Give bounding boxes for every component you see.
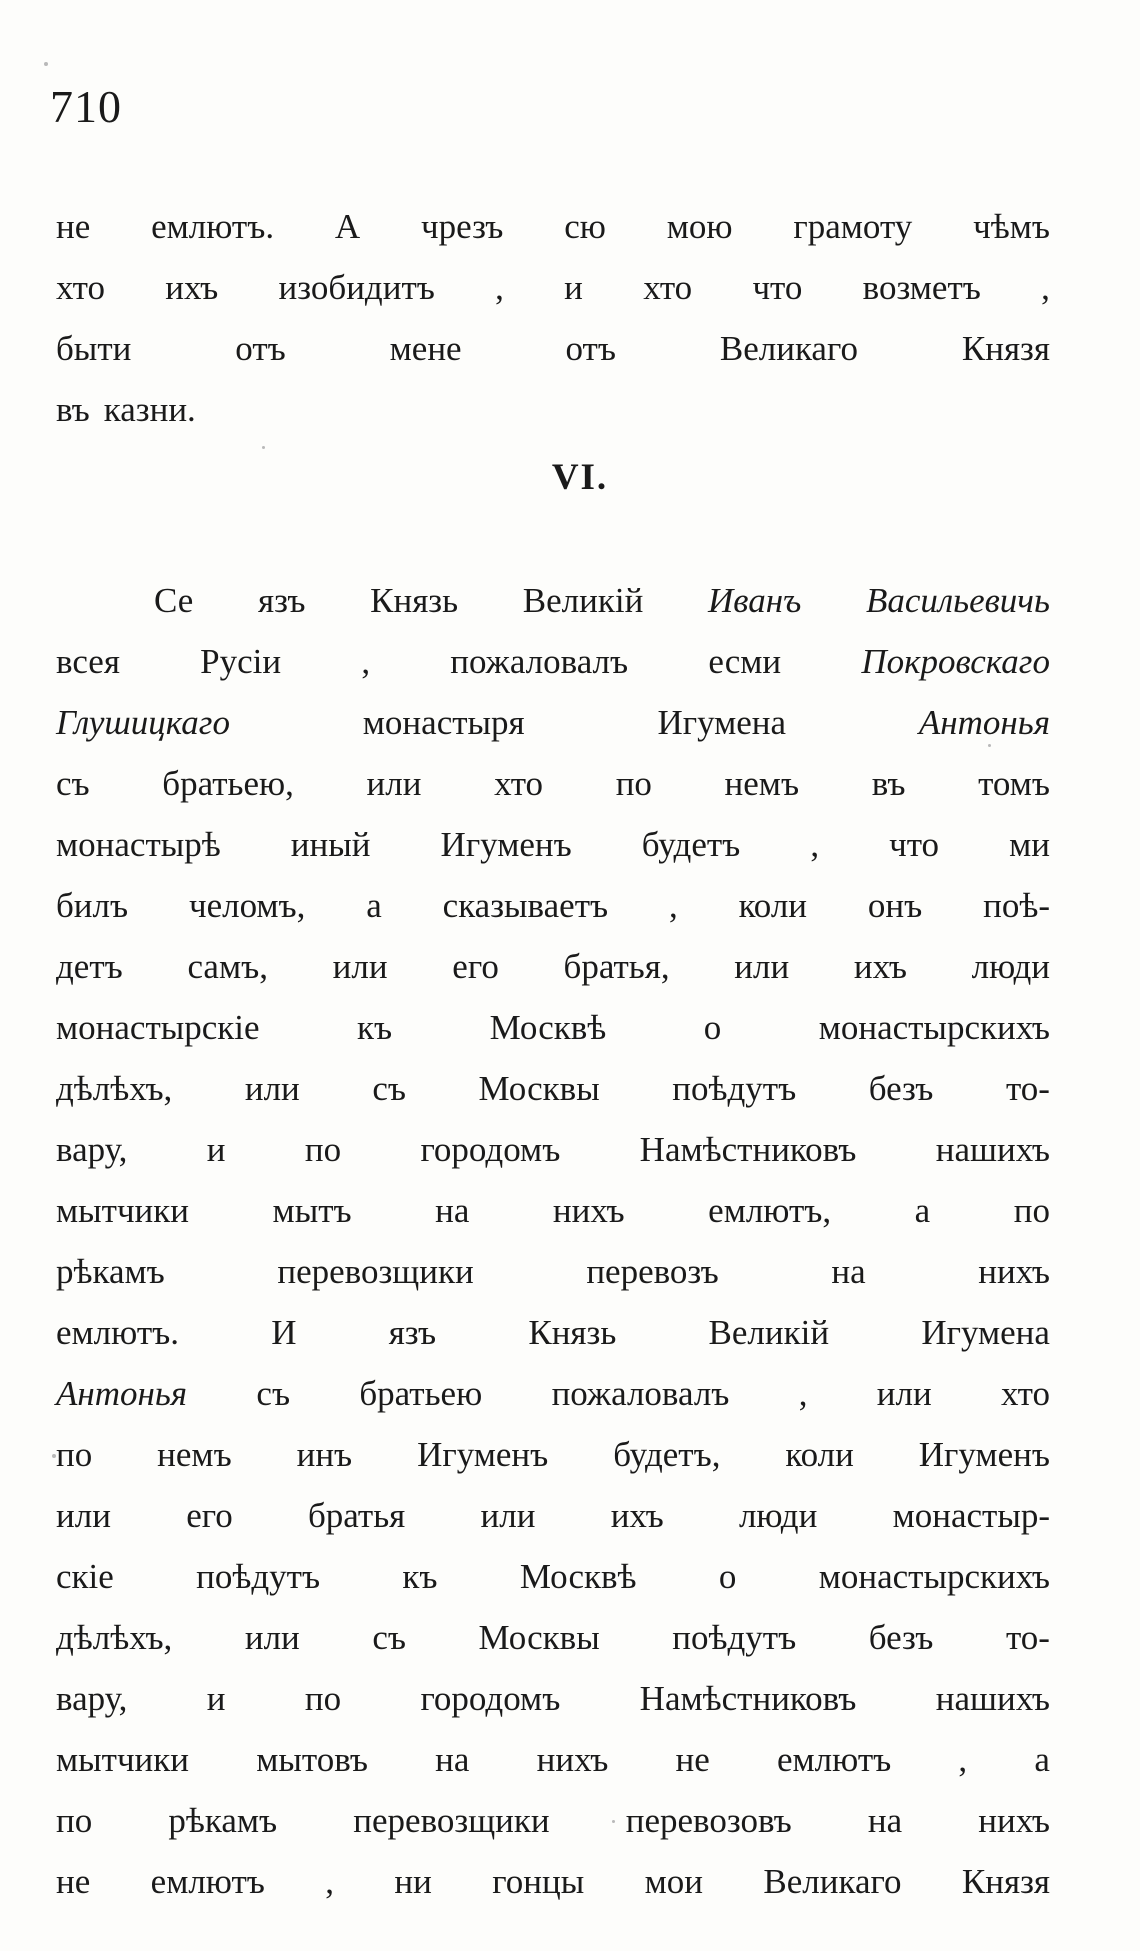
- word: Се: [154, 581, 194, 620]
- word: нашихъ: [935, 1130, 1050, 1169]
- text-line: [56, 1363, 1050, 1424]
- text-line: [56, 1607, 1050, 1668]
- word: ,: [325, 1862, 335, 1901]
- word: Игуменъ: [417, 1435, 549, 1474]
- text-block: [56, 196, 1050, 1912]
- word: монастырѣ: [56, 825, 221, 864]
- word: безъ: [868, 1069, 934, 1108]
- word: или: [332, 947, 388, 986]
- word: немъ: [724, 764, 800, 803]
- word: будетъ: [641, 825, 741, 864]
- word: и: [564, 268, 583, 307]
- word: по: [56, 1801, 93, 1840]
- text-line: [56, 1668, 1050, 1729]
- text-line: [56, 379, 1050, 440]
- word: сю: [564, 207, 606, 246]
- word: ,: [798, 1374, 808, 1413]
- text-line: [56, 875, 1050, 936]
- word: братьею: [359, 1374, 483, 1413]
- word: быти: [56, 329, 132, 368]
- word: ,: [495, 268, 504, 307]
- word: Великій: [708, 1313, 830, 1352]
- word: на: [435, 1740, 470, 1779]
- paper-speck: [262, 446, 265, 449]
- text-line: [56, 692, 1050, 753]
- word: ихъ: [610, 1496, 664, 1535]
- word: братья: [307, 1496, 406, 1535]
- word: Князь: [370, 581, 459, 620]
- text-line: [56, 997, 1050, 1058]
- word: мытовъ: [256, 1740, 368, 1779]
- word: городомъ: [420, 1679, 561, 1718]
- word: и: [206, 1679, 226, 1718]
- word: Князя: [961, 329, 1050, 368]
- word: или: [734, 947, 790, 986]
- paper-speck: [52, 1454, 56, 1458]
- word: емлютъ,: [708, 1191, 832, 1230]
- text-line: [56, 196, 1050, 257]
- text-line: [56, 1851, 1050, 1912]
- word: дѣлѣхъ,: [56, 1069, 173, 1108]
- word: съ: [372, 1069, 406, 1108]
- word: или: [244, 1069, 300, 1108]
- word: язъ: [258, 581, 306, 620]
- word: перевозщики: [277, 1252, 474, 1291]
- word: по: [304, 1130, 342, 1169]
- word: сказываетъ: [442, 886, 609, 925]
- text-line: [56, 257, 1050, 318]
- word: Игумена: [657, 703, 787, 742]
- text-line: [56, 814, 1050, 875]
- word: монастыр-: [892, 1496, 1050, 1535]
- word: поѣдутъ: [672, 1069, 797, 1108]
- word: въ: [56, 390, 90, 429]
- word: инъ: [296, 1435, 353, 1474]
- text-line: [56, 570, 1050, 631]
- word: пожаловалъ: [450, 642, 629, 681]
- word: хто: [494, 764, 544, 803]
- word: нихъ: [978, 1252, 1050, 1291]
- word: коли: [785, 1435, 854, 1474]
- word: что: [752, 268, 803, 307]
- word: а: [914, 1191, 931, 1230]
- word: А: [334, 207, 361, 246]
- word: не: [675, 1740, 710, 1779]
- paragraph-gap: [56, 516, 1050, 570]
- word: по: [56, 1435, 93, 1474]
- word: и: [206, 1130, 226, 1169]
- word: съ: [56, 764, 90, 803]
- word: хто: [1001, 1374, 1050, 1413]
- text-line: [56, 1302, 1050, 1363]
- word: или: [56, 1496, 111, 1535]
- word: по: [615, 764, 652, 803]
- word: Игумена: [921, 1313, 1050, 1352]
- word: онъ: [867, 886, 923, 925]
- word: И: [271, 1313, 297, 1352]
- word: мытчики: [56, 1191, 190, 1230]
- word: Москвы: [478, 1618, 600, 1657]
- text-line: [56, 1241, 1050, 1302]
- word: городомъ: [420, 1130, 561, 1169]
- word: мене: [389, 329, 462, 368]
- word: изобидитъ: [278, 268, 435, 307]
- word: Русіи: [200, 642, 282, 681]
- word: вару,: [56, 1679, 128, 1718]
- word: самъ,: [187, 947, 268, 986]
- word: перевозовъ: [625, 1801, 792, 1840]
- word: на: [867, 1801, 903, 1840]
- word: а: [1034, 1740, 1050, 1779]
- word: нихъ: [536, 1740, 609, 1779]
- word: Игуменъ: [918, 1435, 1050, 1474]
- word: хто: [56, 268, 105, 307]
- word: монастыря: [362, 703, 525, 742]
- word: что: [889, 825, 940, 864]
- word: чѣмъ: [973, 207, 1050, 246]
- word: Великаго: [719, 329, 858, 368]
- word: его: [186, 1496, 233, 1535]
- word: емлютъ: [150, 1862, 265, 1901]
- word: то-: [1005, 1069, 1050, 1108]
- word: немъ: [157, 1435, 232, 1474]
- word: перевозъ: [586, 1252, 719, 1291]
- section-heading: VI.: [551, 457, 609, 498]
- word: отъ: [235, 329, 286, 368]
- word: казни.: [103, 390, 196, 429]
- word: скіе: [56, 1557, 114, 1596]
- word: перевозщики: [353, 1801, 550, 1840]
- word: о: [718, 1557, 737, 1596]
- word: о: [703, 1008, 722, 1047]
- word: пожаловалъ: [551, 1374, 730, 1413]
- word: чрезъ: [421, 207, 504, 246]
- word: къ: [402, 1557, 438, 1596]
- word: нихъ: [552, 1191, 625, 1230]
- word: монастырскихъ: [818, 1557, 1050, 1596]
- word: билъ: [56, 886, 129, 925]
- word: не: [56, 1862, 91, 1901]
- paper-speck: [612, 1820, 615, 1823]
- word: въ: [871, 764, 906, 803]
- word: съ: [256, 1374, 291, 1413]
- word: Антонья: [56, 1374, 188, 1413]
- word: емлютъ: [777, 1740, 892, 1779]
- word: Игуменъ: [440, 825, 572, 864]
- word: на: [435, 1191, 470, 1230]
- word: поѣдутъ: [196, 1557, 321, 1596]
- paper-speck: [988, 744, 991, 747]
- word: Москвѣ: [489, 1008, 607, 1047]
- word: ни: [394, 1862, 432, 1901]
- word: рѣкамъ: [168, 1801, 278, 1840]
- word: Глушицкаго: [56, 703, 230, 742]
- word: или: [480, 1496, 536, 1535]
- text-line: [56, 318, 1050, 379]
- word: будетъ,: [613, 1435, 721, 1474]
- text-line: [56, 1424, 1050, 1485]
- word: или: [244, 1618, 300, 1657]
- word: Намѣстниковъ: [639, 1130, 857, 1169]
- word: ,: [958, 1740, 968, 1779]
- word: или: [366, 764, 422, 803]
- text-line: [56, 753, 1050, 814]
- text-line: [56, 1119, 1050, 1180]
- word: ,: [1041, 268, 1050, 307]
- word: мытчики: [56, 1740, 190, 1779]
- word: по: [1013, 1191, 1050, 1230]
- word: монастырскіе: [56, 1008, 260, 1047]
- word: детъ: [56, 947, 123, 986]
- word: грамоту: [793, 207, 913, 246]
- word: ,: [810, 825, 820, 864]
- text-line: [56, 1180, 1050, 1241]
- paragraph-2: [56, 570, 1050, 1912]
- text-line: [56, 1485, 1050, 1546]
- word: нихъ: [978, 1801, 1050, 1840]
- word: гонцы: [492, 1862, 585, 1901]
- word: нашихъ: [935, 1679, 1050, 1718]
- word: ,: [361, 642, 371, 681]
- word: поѣ-: [983, 886, 1050, 925]
- word: братьею,: [162, 764, 294, 803]
- text-line: [56, 1729, 1050, 1790]
- text-line: [56, 631, 1050, 692]
- word: челомъ,: [188, 886, 306, 925]
- word: мою: [666, 207, 733, 246]
- word: ихъ: [853, 947, 907, 986]
- word: коли: [738, 886, 808, 925]
- word: на: [831, 1252, 866, 1291]
- text-line: [56, 1546, 1050, 1607]
- word: Великаго: [763, 1862, 902, 1901]
- word: не: [56, 207, 91, 246]
- word: къ: [357, 1008, 393, 1047]
- word: всея: [56, 642, 120, 681]
- word: Иванъ: [708, 581, 802, 620]
- paper-speck: [44, 62, 48, 66]
- word: по: [304, 1679, 342, 1718]
- word: Намѣстниковъ: [639, 1679, 857, 1718]
- word: то-: [1005, 1618, 1050, 1657]
- word: мои: [644, 1862, 704, 1901]
- word: братья,: [563, 947, 670, 986]
- word: монастырскихъ: [818, 1008, 1050, 1047]
- word: Покровскаго: [861, 642, 1050, 681]
- word: хто: [643, 268, 693, 307]
- text-line: [56, 1058, 1050, 1119]
- word: люди: [738, 1496, 818, 1535]
- word: мытъ: [272, 1191, 352, 1230]
- word: а: [366, 886, 382, 925]
- word: люди: [971, 947, 1050, 986]
- word: дѣлѣхъ,: [56, 1618, 173, 1657]
- word: съ: [372, 1618, 406, 1657]
- word: отъ: [565, 329, 616, 368]
- paragraph-1: [56, 196, 1050, 440]
- word: Князь: [528, 1313, 617, 1352]
- word: вару,: [56, 1130, 128, 1169]
- word: Москвѣ: [519, 1557, 637, 1596]
- page-number: 710: [50, 81, 122, 132]
- word: ми: [1009, 825, 1050, 864]
- word: Великій: [522, 581, 644, 620]
- word: томъ: [978, 764, 1050, 803]
- word: емлютъ.: [151, 207, 275, 246]
- word: возметъ: [862, 268, 981, 307]
- word: язъ: [388, 1313, 437, 1352]
- word: или: [876, 1374, 932, 1413]
- word: Васильевичь: [865, 581, 1050, 620]
- word: рѣкамъ: [56, 1252, 165, 1291]
- word: иный: [290, 825, 371, 864]
- word: ихъ: [165, 268, 219, 307]
- text-line: [56, 936, 1050, 997]
- word: Князя: [961, 1862, 1050, 1901]
- word: Антонья: [918, 703, 1050, 742]
- word: его: [452, 947, 499, 986]
- word: емлютъ.: [56, 1313, 179, 1352]
- word: поѣдутъ: [672, 1618, 797, 1657]
- word: ,: [668, 886, 678, 925]
- word: безъ: [868, 1618, 934, 1657]
- text-line: [56, 1790, 1050, 1851]
- word: Москвы: [478, 1069, 600, 1108]
- word: есми: [708, 642, 782, 681]
